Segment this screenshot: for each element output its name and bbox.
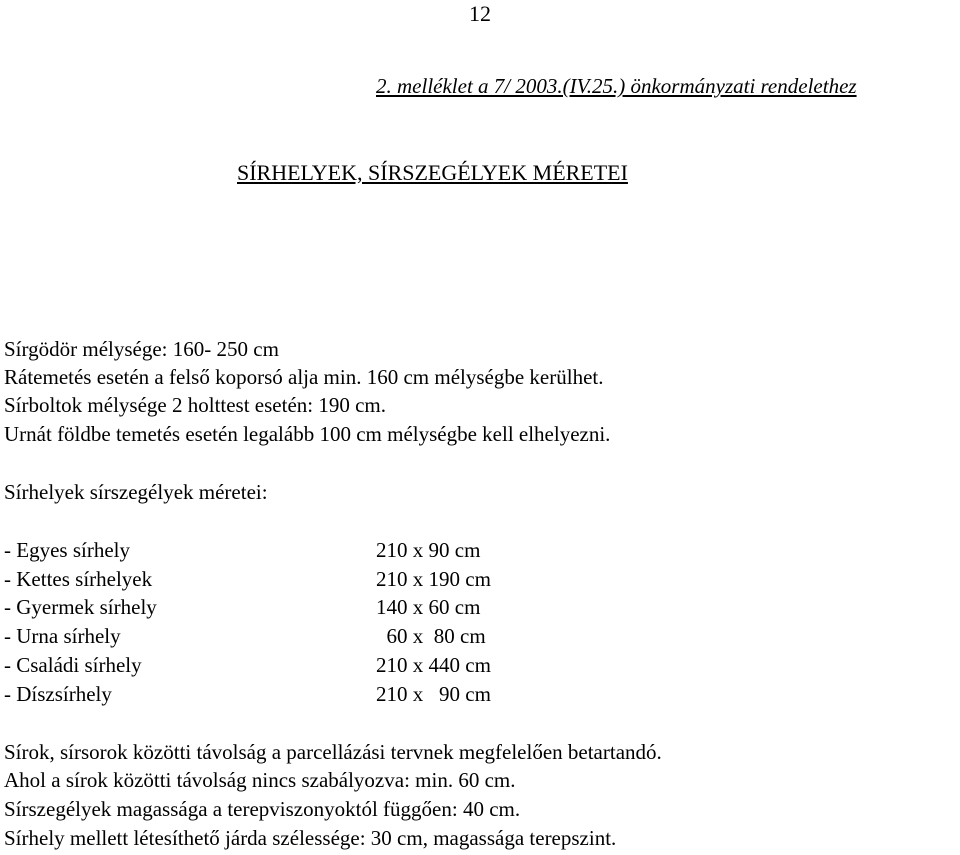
size-value-double: 210 x 190 cm	[376, 567, 491, 591]
size-label-urn: - Urna sírhely	[4, 624, 121, 648]
intro-line-urn: Urnát földbe temetés esetén legalább 100 cm mélységbe kell elhelyezni.	[4, 422, 611, 446]
size-label-child: - Gyermek sírhely	[4, 595, 157, 619]
intro-line-crypt: Sírboltok mélysége 2 holttest esetén: 190 cm.	[4, 393, 387, 417]
size-label-family: - Családi sírhely	[4, 653, 142, 677]
closing-line-border-height: Sírszegélyek magassága a terepviszonyoktól függően: 40 cm.	[4, 797, 521, 821]
size-value-family: 210 x 440 cm	[376, 653, 491, 677]
size-label-honorary: - Díszsírhely	[4, 682, 112, 706]
page-title: SÍRHELYEK, SÍRSZEGÉLYEK MÉRETEI	[237, 160, 628, 185]
annex-reference: 2. melléklet a 7/ 2003.(IV.25.) önkormányzati rendelethez	[376, 74, 857, 98]
page-number: 12	[469, 1, 491, 26]
closing-line-spacing: Sírok, sírsorok közötti távolság a parcellázási tervnek megfelelően betartandó.	[4, 740, 662, 764]
size-value-honorary: 210 x 90 cm	[376, 682, 491, 706]
size-value-child: 140 x 60 cm	[376, 595, 481, 619]
closing-line-minimum: Ahol a sírok közötti távolság nincs szabályozva: min. 60 cm.	[4, 768, 516, 792]
closing-line-walkway: Sírhely mellett létesíthető járda szélessége: 30 cm, magassága terepszint.	[4, 826, 617, 850]
intro-line-depth: Sírgödör mélysége: 160- 250 cm	[4, 337, 279, 361]
size-label-double: - Kettes sírhelyek	[4, 567, 153, 591]
size-label-single: - Egyes sírhely	[4, 538, 130, 562]
size-value-single: 210 x 90 cm	[376, 538, 481, 562]
size-value-urn: 60 x 80 cm	[376, 624, 486, 648]
intro-line-reburial: Rátemetés esetén a felső koporsó alja min. 160 cm mélységbe kerülhet.	[4, 365, 604, 389]
sizes-heading: Sírhelyek sírszegélyek méretei:	[4, 480, 268, 504]
